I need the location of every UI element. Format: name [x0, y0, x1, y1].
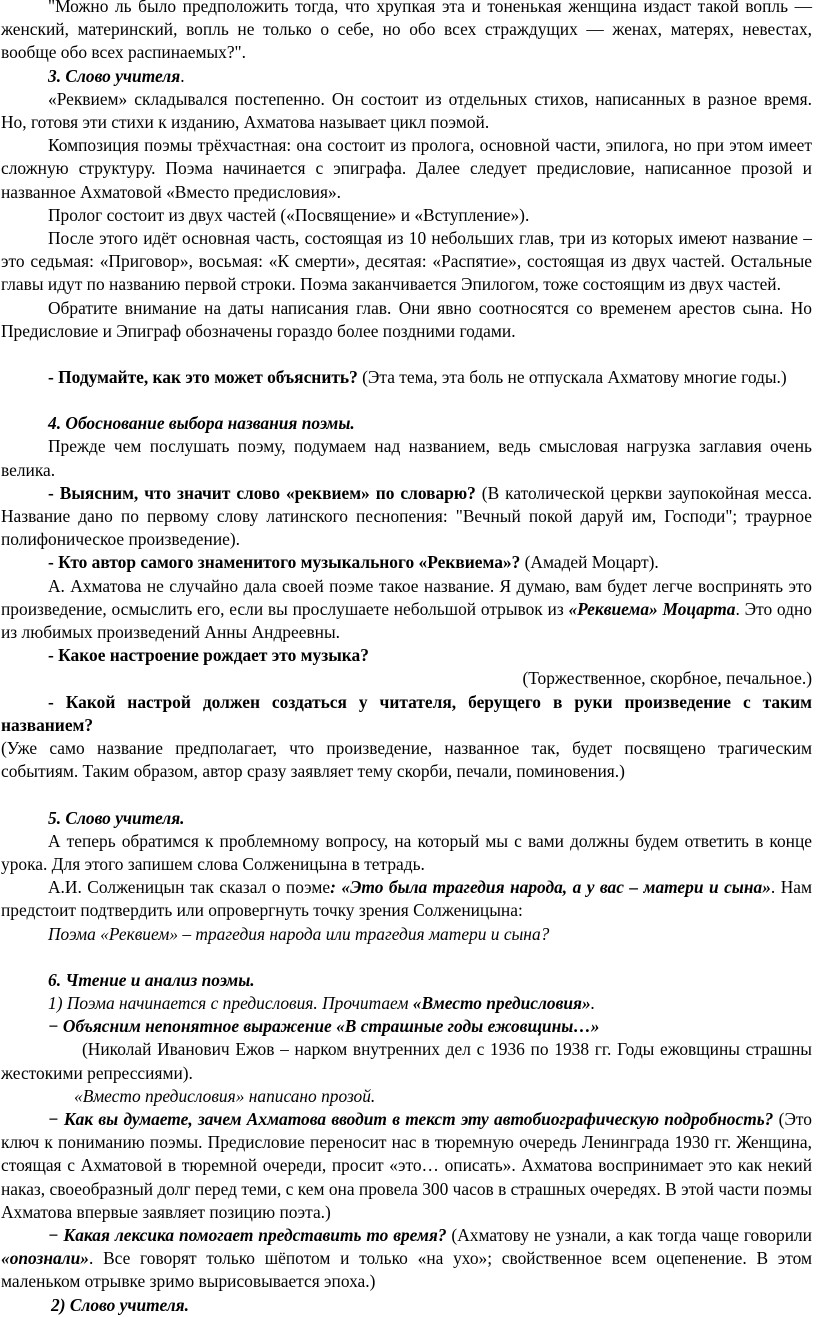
- question-2-text: - Выясним, что значит слово «реквием» по словарю?: [48, 482, 476, 503]
- section-5-paragraph-2-start: А.И. Солженицын так сказал о поэме: [48, 877, 331, 898]
- section-3-paragraph-2: Композиция поэмы трёхчастная: она состоит из пролога, основной части, эпилога, но при этом имеет сложную структуру. Поэма начинается с эпиграфа. Далее следует предисловие, написанное прозой и названное Ахматовой «Вместо предисловия».: [1, 135, 812, 202]
- section-5-paragraph-2-end: . Нам предстоит подтвердить или опровергнуть точку зрения Солженицына:: [1, 877, 812, 921]
- question-3-text: - Кто автор самого знаменитого музыкального «Реквиема»?: [48, 552, 521, 573]
- question-4-text: - Какое настроение рождает это музыка?: [48, 645, 369, 666]
- section-6-heading: [0, 969, 816, 992]
- mozart-requiem-title: «Реквиема» Моцарта: [568, 598, 736, 619]
- section-6-paragraph-1-end: .: [590, 992, 596, 1013]
- section-6-question-3-answer-start: (Ахматову не узнали, а как тогда чаще говорили: [446, 1224, 812, 1245]
- section-6-heading-text: 6. Чтение и анализ поэмы.: [48, 969, 255, 990]
- section-6-subheading-2-text: 2) Слово учителя.: [51, 1294, 189, 1315]
- question-3: [0, 551, 816, 574]
- section-3-paragraph-4: После этого идёт основная часть, состоящая из 10 небольших глав, три из которых имеют название – это седьмая: «Приговор», восьмая: «К смерти», десятая: «Распятие», состоящая из двух частей. Остальные главы идут по названию первой строки. Поэма заканчивается Эпилогом, тоже состоящим из двух частей.: [1, 228, 812, 295]
- quote-paragraph: "Можно ль было предположить тогда, что хрупкая эта и тоненькая женщина издаст такой вопль — женский, материнский, вопль не только о себе, но обо всех страждущих — женах, матерях, невестах, вообще обо всех распинаемых?".: [1, 0, 812, 63]
- question-3-answer: (Амадей Моцарт).: [520, 552, 659, 573]
- question-2: [0, 482, 816, 552]
- question-1-answer: (Эта тема, эта боль не отпускала Ахматову многие годы.): [357, 367, 787, 388]
- question-4-answer: (Торжественное, скорбное, печальное.): [522, 668, 812, 689]
- blank-line: [0, 784, 816, 807]
- section-6-question-2-text: − Как вы думаете, зачем Ахматова вводит в текст эту автобиографическую подробность?: [48, 1108, 774, 1129]
- blank-line: [0, 946, 816, 969]
- section-3-paragraph-3: Пролог состоит из двух частей («Посвящение» и «Вступление»).: [48, 204, 530, 225]
- section-6-paragraph-2: «Вместо предисловия» написано прозой.: [74, 1085, 376, 1106]
- section-5-paragraph-1: А теперь обратимся к проблемному вопросу, на который мы с вами должны будем ответить в конце урока. Для этого запишем слова Солженицына в тетрадь.: [1, 830, 812, 874]
- section-4-heading-text: 4. Обоснование выбора названия поэмы.: [48, 413, 355, 434]
- section-3-heading-text: 3. Слово учителя: [48, 65, 181, 86]
- question-1: [0, 366, 816, 389]
- section-6-question-2-answer: (Это ключ к пониманию поэмы. Предисловие переносит нас в тюремную очередь Ленинграда 1930 гг. Женщина, стоящая с Ахматовой в тюремной очереди, просит «это… описать». Ахматова воспринимает это как некий наказ, своеобразный долг перед теми, с кем она провела 300 часов в страшных очередях. В этой части поэмы Ахматова впервые заявляет позицию поэта.): [1, 1108, 812, 1222]
- blank-line: [0, 389, 816, 412]
- question-1-text: - Подумайте, как это может объяснить?: [48, 367, 358, 388]
- section-6-question-3-text: − Какая лексика помогает представить то время?: [48, 1224, 447, 1245]
- section-3-paragraph-5: Обратите внимание на даты написания глав. Они явно соотносятся со временем арестов сына. Но Предисловие и Эпиграф обозначены гораздо более поздними годами.: [1, 297, 812, 341]
- question-2-answer: (В католической церкви заупокойная месса. Название дано по первому слову латинского песнопения: "Вечный покой даруй им, Господи"; траурное полифоническое произведение).: [1, 482, 812, 550]
- question-5: [0, 691, 816, 737]
- preface-title: «Вместо предисловия»: [412, 992, 591, 1013]
- section-6-question-1-answer: (Николай Иванович Ежов – нарком внутренних дел с 1936 по 1938 гг. Годы ежовщины страшны жестокими репрессиями).: [1, 1039, 812, 1083]
- section-6-paragraph-1: [0, 992, 816, 1015]
- section-6-question-3-answer-end: . Все говорят только шёпотом и только «на ухо»; свойственное всем оцепенение. В этом маленьком отрывке зримо вырисовывается эпоха.): [1, 1248, 812, 1292]
- section-3-heading: [0, 65, 816, 88]
- section-3-paragraph-1: «Реквием» складывался постепенно. Он состоит из отдельных стихов, написанных в разное время. Но, готовя эти стихи к изданию, Ахматова называет цикл поэмой.: [1, 88, 812, 133]
- section-6-paragraph-1-start: 1) Поэма начинается с предисловия. Прочитаем: [48, 992, 413, 1013]
- section-6-question-3: [0, 1224, 816, 1294]
- section-6-question-2: [0, 1108, 816, 1224]
- section-5-heading: [0, 807, 816, 830]
- section-3-heading-dot: .: [180, 65, 185, 86]
- section-4-paragraph-2-end: . Это одно из любимых произведений Анны Андреевны.: [1, 598, 812, 643]
- section-6-question-1: [0, 1015, 816, 1038]
- section-4-paragraph-1: Прежде чем послушать поэму, подумаем над названием, ведь смысловая нагрузка заглавия очень велика.: [1, 436, 812, 480]
- section-5-paragraph-2: [0, 876, 816, 922]
- problem-question: Поэма «Реквием» – трагедия народа или трагедия матери и сына?: [48, 923, 550, 944]
- section-4-paragraph-2: [0, 575, 816, 645]
- section-6-question-1-text: − Объясним непонятное выражение «В страшные годы ежовщины…»: [48, 1016, 600, 1037]
- question-5-answer: (Уже само название предполагает, что произведение, названное так, будет посвящено трагическим событиям. Таким образом, автор сразу заявляет тему скорби, печали, поминовения.): [1, 738, 812, 782]
- question-4: [0, 644, 816, 667]
- section-5-heading-text: 5. Слово учителя.: [48, 807, 185, 828]
- section-4-paragraph-2-start: А. Ахматова не случайно дала своей поэме такое название. Я думаю, вам будет легче воспринять это произведение, осмыслить его, если вы прослушаете небольшой отрывок из: [1, 575, 812, 619]
- section-4-heading: [0, 412, 816, 435]
- blank-line: [0, 343, 816, 366]
- identified-word: «опознали»: [1, 1248, 89, 1269]
- section-6-subheading-2: [0, 1294, 816, 1317]
- question-5-text: - Какой настрой должен создаться у читателя, берущего в руки произведение с таким названием?: [1, 691, 812, 735]
- solzhenitsyn-quote: : «Это была трагедия народа, а у вас – матери и сына»: [330, 877, 771, 898]
